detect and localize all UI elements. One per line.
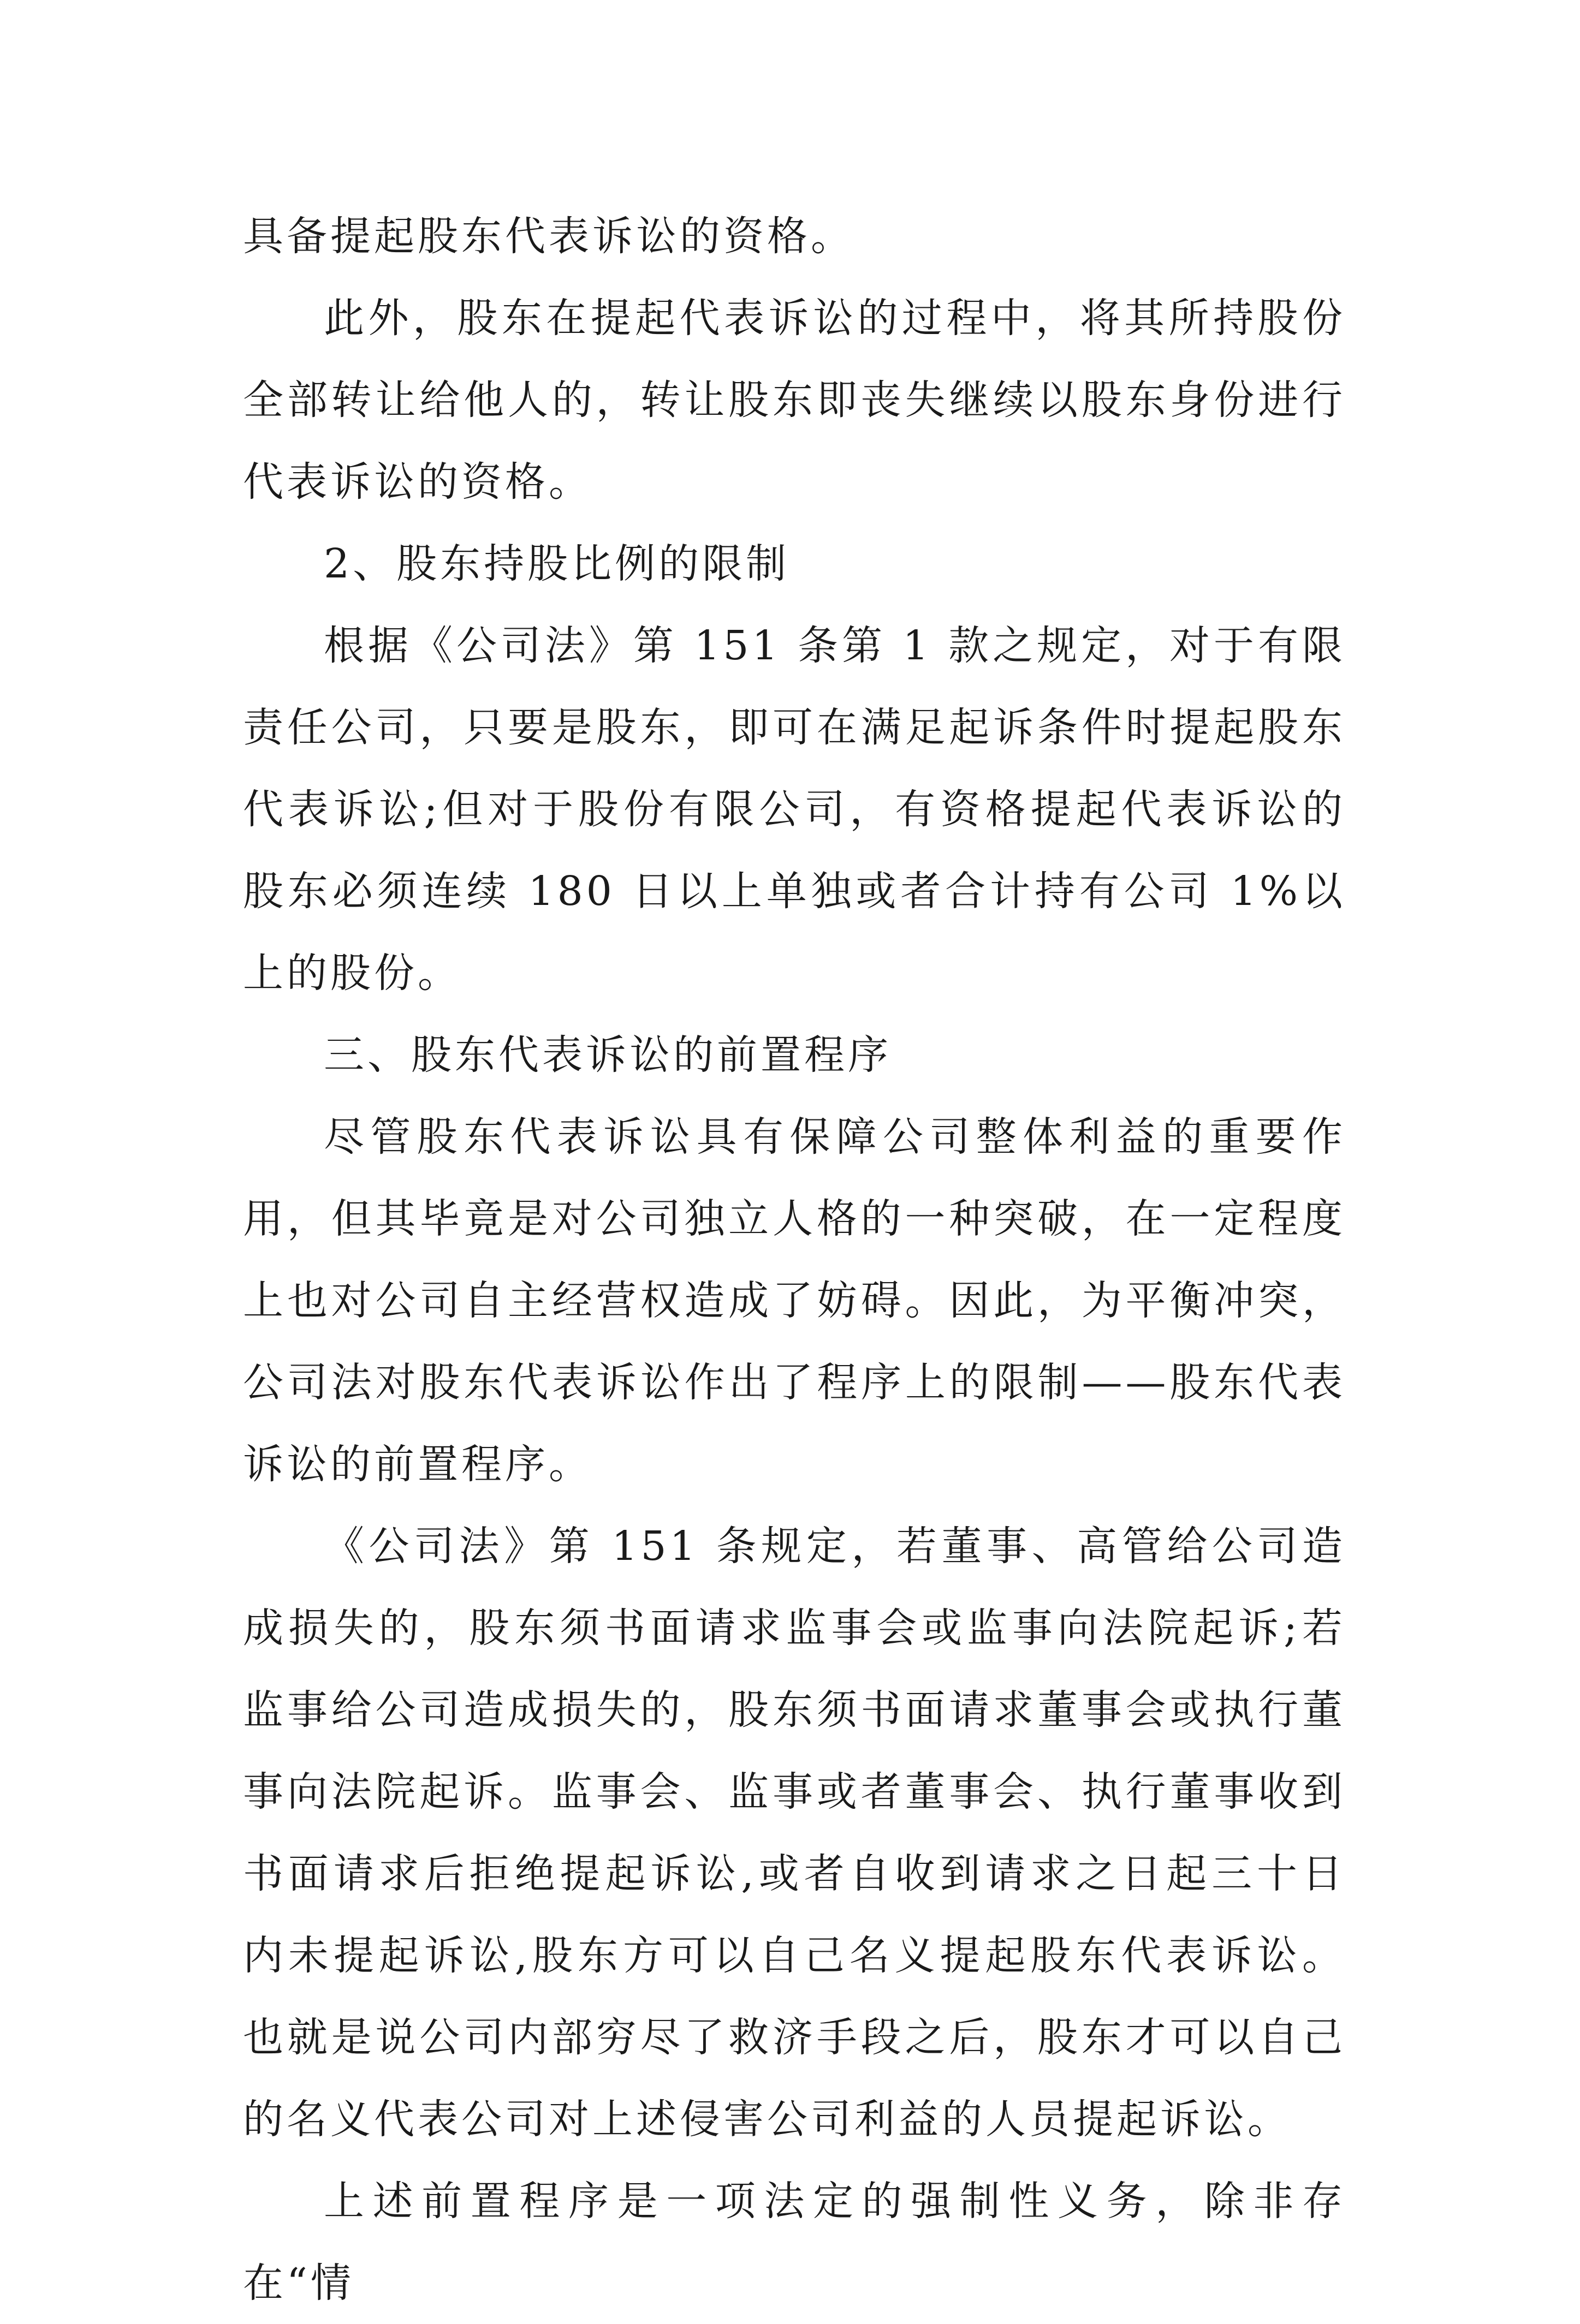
paragraph-article-151-clause-1: 根据《公司法》第 151 条第 1 款之规定，对于有限责任公司，只要是股东，即可在满足起诉条件时提起股东代表诉讼;但对于股份有限公司，有资格提起代表诉讼的股东必须连续 180 日以上单独或者合计持有公司 1%以上的股份。 <box>243 622 1346 997</box>
paragraph-pre-procedure-rationale: 尽管股东代表诉讼具有保障公司整体利益的重要作用，但其毕竟是对公司独立人格的一种突破，在一定程度上也对公司自主经营权造成了妨碍。因此，为平衡冲突，公司法对股东代表诉讼作出了程序上的限制——股东代表诉讼的前置程序。 <box>243 1113 1346 1488</box>
paragraph-qualification-end: 具备提起股东代表诉讼的资格。 <box>243 213 854 260</box>
document-body <box>243 195 1346 2324</box>
paragraph-article-151-rules: 《公司法》第 151 条规定，若董事、高管给公司造成损失的，股东须书面请求监事会或监事向法院起诉;若监事给公司造成损失的，股东须书面请求董事会或执行董事向法院起诉。监事会、监事或者董事会、执行董事收到书面请求后拒绝提起诉讼,或者自收到请求之日起三十日内未提起诉讼,股东方可以自己名义提起股东代表诉讼。也就是说公司内部穷尽了救济手段之后，股东才可以自己的名义代表公司对上述侵害公司利益的人员提起诉讼。 <box>243 1523 1346 2143</box>
paragraph-share-transfer: 此外，股东在提起代表诉讼的过程中，将其所持股份全部转让给他人的，转让股东即丧失继续以股东身份进行代表诉讼的资格。 <box>243 295 1346 505</box>
heading-shareholding-ratio: 2、股东持股比例的限制 <box>324 540 790 587</box>
heading-pre-procedure: 三、股东代表诉讼的前置程序 <box>324 1032 892 1078</box>
paragraph-mandatory-duty: 上述前置程序是一项法定的强制性义务，除非存在“情 <box>243 2178 1346 2307</box>
